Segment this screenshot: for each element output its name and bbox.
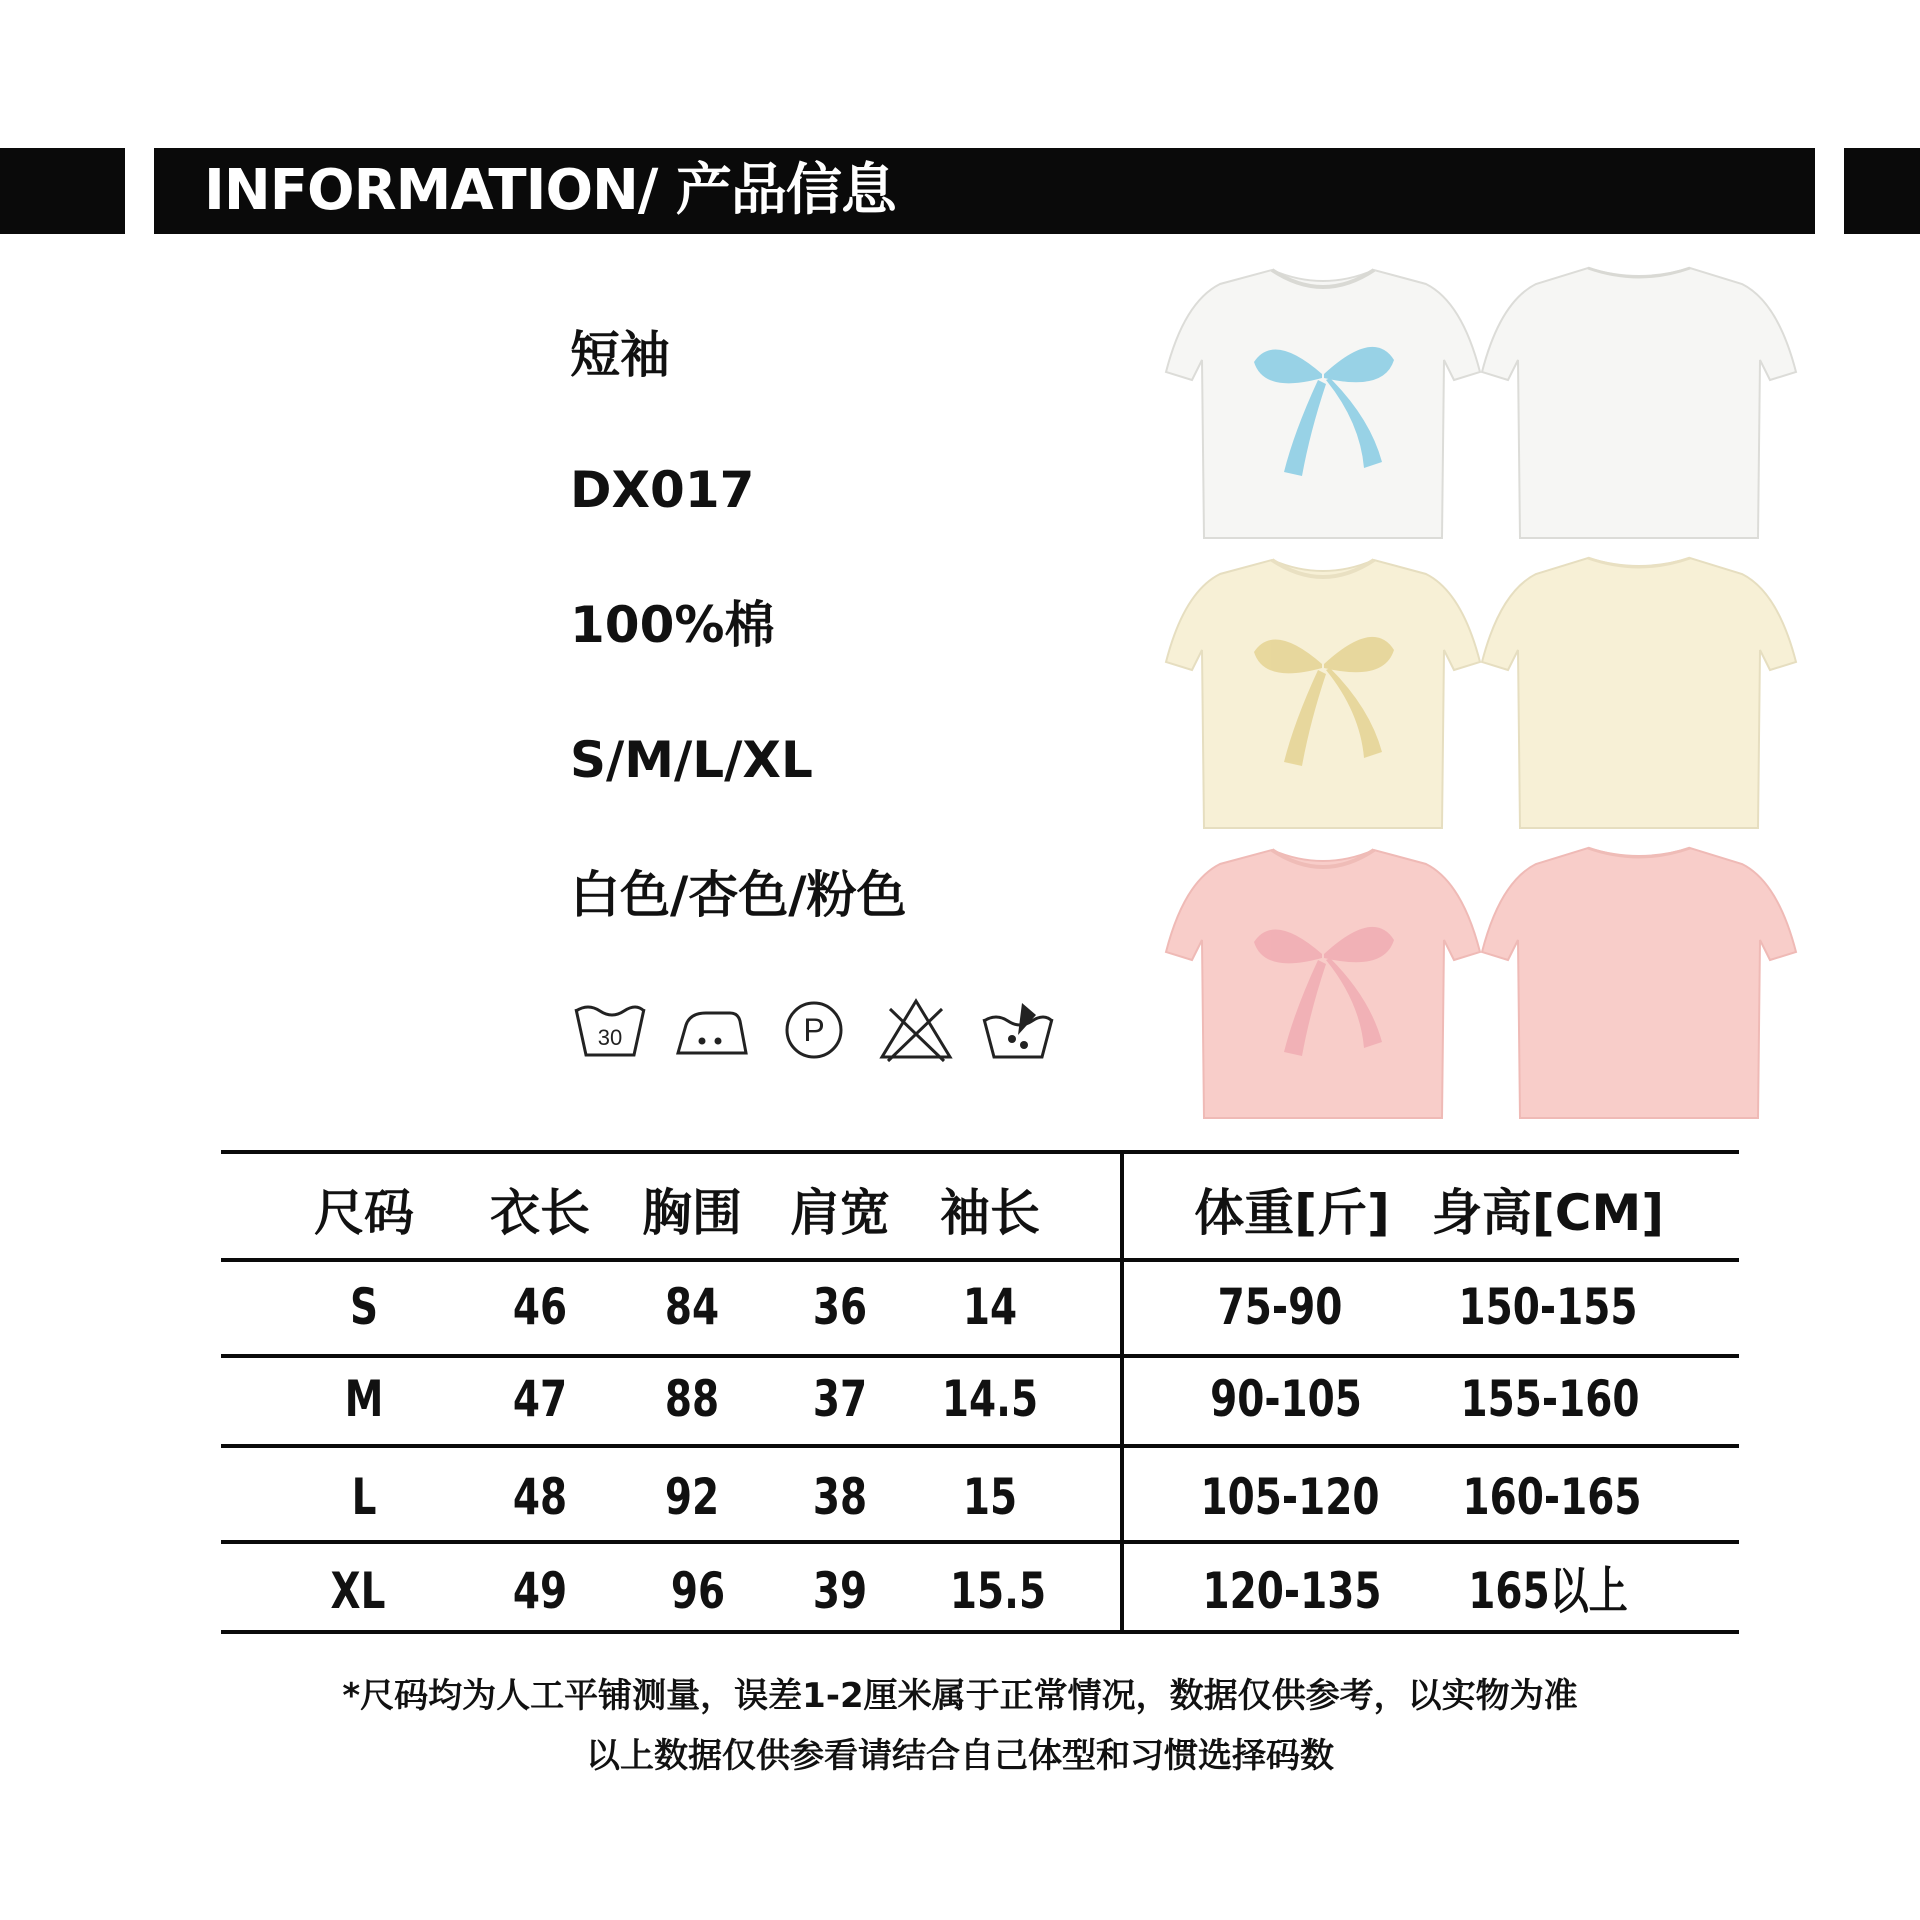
hand-wash-icon [978,995,1058,1065]
info-value: 短袖 [570,326,670,384]
header-title: INFORMATION/ 产品信息 [204,158,896,223]
table-cell: 39 [812,1562,868,1620]
header-bar-right [1844,148,1920,234]
wash-30-icon [570,995,650,1065]
table-cell: 105-120 [1200,1468,1380,1526]
table-divider [1120,1150,1124,1634]
info-row-size [0,715,1100,805]
table-cell: 14 [962,1278,1018,1336]
dry-clean-p-icon [774,995,854,1065]
dry-clean-letter: P [803,1012,825,1048]
table-rule-top [221,1150,1739,1154]
shirt-body [1166,270,1480,538]
info-row-class [0,310,1100,400]
table-rule [221,1354,1739,1358]
info-row-wash [0,985,1100,1075]
wash-icons [570,995,1058,1065]
table-cell: 84 [664,1278,720,1336]
table-cell: XL [330,1562,386,1620]
table-cell: 38 [812,1468,868,1526]
info-row-fabric [0,580,1100,670]
table-cell: 48 [512,1468,568,1526]
info-value: S/M/L/XL [570,731,813,789]
table-rule [221,1540,1739,1544]
table-cell: 92 [664,1468,720,1526]
table-cell: S [349,1278,379,1336]
header-cell: 袖长 [940,1184,1040,1242]
fit-note: 以上数据仅供参看请结合自己体型和习惯选择码数 [586,1736,1334,1776]
header-cell: 尺码 [314,1184,414,1242]
table-cell: 46 [512,1278,568,1336]
no-bleach-icon [876,995,956,1065]
table-rule [221,1258,1739,1262]
header-cell: 衣长 [490,1184,590,1242]
shirt-pink-back [1480,842,1798,1122]
table-cell: 160-165 [1462,1468,1642,1526]
info-value: 白色/杏色/粉色 [570,866,907,924]
info-value: 100%棉 [570,596,775,654]
table-cell: 90-105 [1210,1370,1362,1428]
table-cell: 15.5 [949,1562,1047,1620]
table-cell: 155-160 [1460,1370,1640,1428]
header-cell: 胸围 [642,1184,742,1242]
table-rule-bottom [221,1630,1739,1634]
shirt-apricot-back [1480,552,1798,832]
shirt-body [1482,268,1796,538]
table-cell: 165以上 [1468,1562,1628,1620]
wash-temp-label: 30 [597,1025,623,1050]
table-cell: 15 [962,1468,1018,1526]
table-cell: 96 [670,1562,726,1620]
table-cell: 88 [664,1370,720,1428]
shirt-apricot-front [1164,552,1482,832]
table-cell: 75-90 [1217,1278,1343,1336]
table-cell: 14.5 [941,1370,1039,1428]
table-cell: 120-135 [1202,1562,1382,1620]
table-cell: 150-155 [1458,1278,1638,1336]
shirt-body [1482,848,1796,1118]
table-cell: 47 [512,1370,568,1428]
shirt-body [1166,850,1480,1118]
header-bar-left [0,148,125,234]
shirt-pink-front [1164,842,1482,1122]
header-cell: 体重[斤] [1194,1184,1390,1242]
shirt-body [1482,558,1796,828]
info-row-color [0,850,1100,940]
info-value: DX017 [570,461,755,519]
table-cell: 37 [812,1370,868,1428]
shirt-body [1166,560,1480,828]
shirt-white-back [1480,262,1798,542]
table-cell: L [351,1468,377,1526]
header-cell: 肩宽 [790,1184,890,1242]
table-cell: 49 [512,1562,568,1620]
iron-medium-icon [672,995,752,1065]
measurement-note: *尺码均为人工平铺测量，误差1-2厘米属于正常情况，数据仅供参考，以实物为准 [342,1676,1578,1716]
table-cell: 36 [812,1278,868,1336]
shirt-white-front [1164,262,1482,542]
table-rule [221,1444,1739,1448]
info-row-no [0,445,1100,535]
header-cell: 身高[CM] [1431,1184,1665,1242]
table-cell: M [344,1370,384,1428]
